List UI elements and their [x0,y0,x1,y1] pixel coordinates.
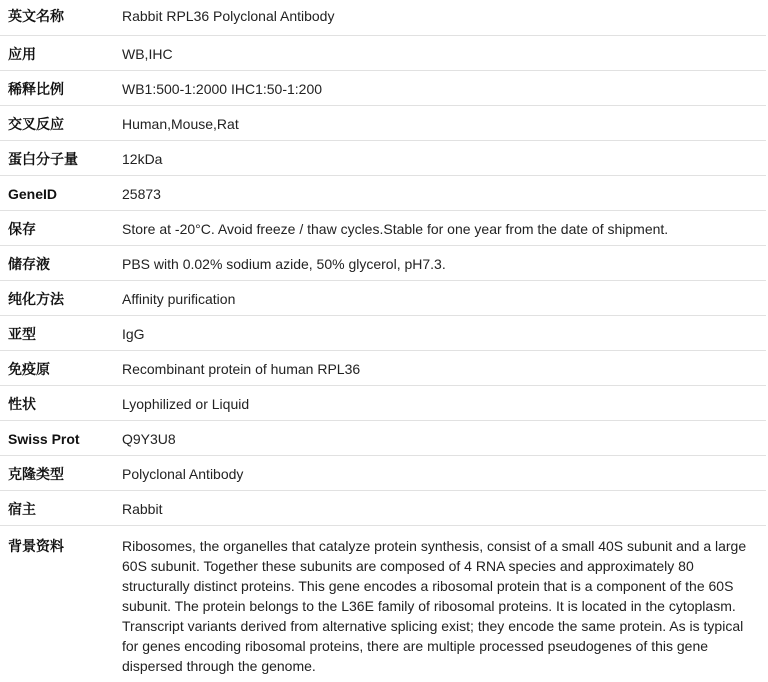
row-storage-buffer [0,245,766,280]
label-application: 应用 [0,35,122,70]
value-english-name: Rabbit RPL36 Polyclonal Antibody [122,8,335,24]
value-host: Rabbit [122,490,766,525]
label-isotype: 亚型 [0,315,122,350]
row-clonality [0,455,766,490]
label-immunogen: 免疫原 [0,350,122,385]
label-background: 背景资料 [0,525,122,682]
value-swiss-prot: Q9Y3U8 [122,420,766,455]
label-swiss-prot: Swiss Prot [0,420,122,455]
label-host: 宿主 [0,490,122,525]
row-reactivity [0,105,766,140]
value-storage: Store at -20°C. Avoid freeze / thaw cycles.Stable for one year from the date of shipment. [122,210,766,245]
value-molecular-weight: 12kDa [122,140,766,175]
row-swiss-prot [0,420,766,455]
value-clonality: Polyclonal Antibody [122,455,766,490]
row-english-name [0,0,766,35]
value-purification: Affinity purification [122,280,766,315]
value-background: Ribosomes, the organelles that catalyze protein synthesis, consist of a small 40S subunit and a large 60S subunit. Together these subunits are composed of 4 RNA species and approximately 80 structurally distinct proteins. This gene encodes a ribosomal protein that is a component of the 60S subunit. The protein belongs to the L36E family of ribosomal proteins. It is located in the cytoplasm. Transcript variants derived from alternative splicing exist; they encode the same protein. As is typical for genes encoding ribosomal proteins, there are multiple processed pseudogenes of this gene dispersed through the genome. [122,525,766,682]
label-dilution: 稀释比例 [0,70,122,105]
label-clonality: 克隆类型 [0,455,122,490]
row-host [0,490,766,525]
value-form: Lyophilized or Liquid [122,385,766,420]
row-background [0,525,766,682]
label-english-name: 英文名称 [8,8,64,24]
value-isotype: IgG [122,315,766,350]
value-gene-id: 25873 [122,175,766,210]
label-reactivity: 交叉反应 [0,105,122,140]
value-reactivity: Human,Mouse,Rat [122,105,766,140]
row-molecular-weight [0,140,766,175]
label-storage-buffer: 储存液 [0,245,122,280]
row-storage [0,210,766,245]
value-dilution: WB1:500-1:2000 IHC1:50-1:200 [122,70,766,105]
row-gene-id [0,175,766,210]
row-purification [0,280,766,315]
row-form [0,385,766,420]
value-application: WB,IHC [122,35,766,70]
value-immunogen: Recombinant protein of human RPL36 [122,350,766,385]
row-immunogen [0,350,766,385]
row-isotype [0,315,766,350]
row-application [0,35,766,70]
label-gene-id: GeneID [0,175,122,210]
row-dilution [0,70,766,105]
label-storage: 保存 [0,210,122,245]
label-molecular-weight: 蛋白分子量 [0,140,122,175]
label-purification: 纯化方法 [0,280,122,315]
label-form: 性状 [0,385,122,420]
value-storage-buffer: PBS with 0.02% sodium azide, 50% glycerol, pH7.3. [122,245,766,280]
